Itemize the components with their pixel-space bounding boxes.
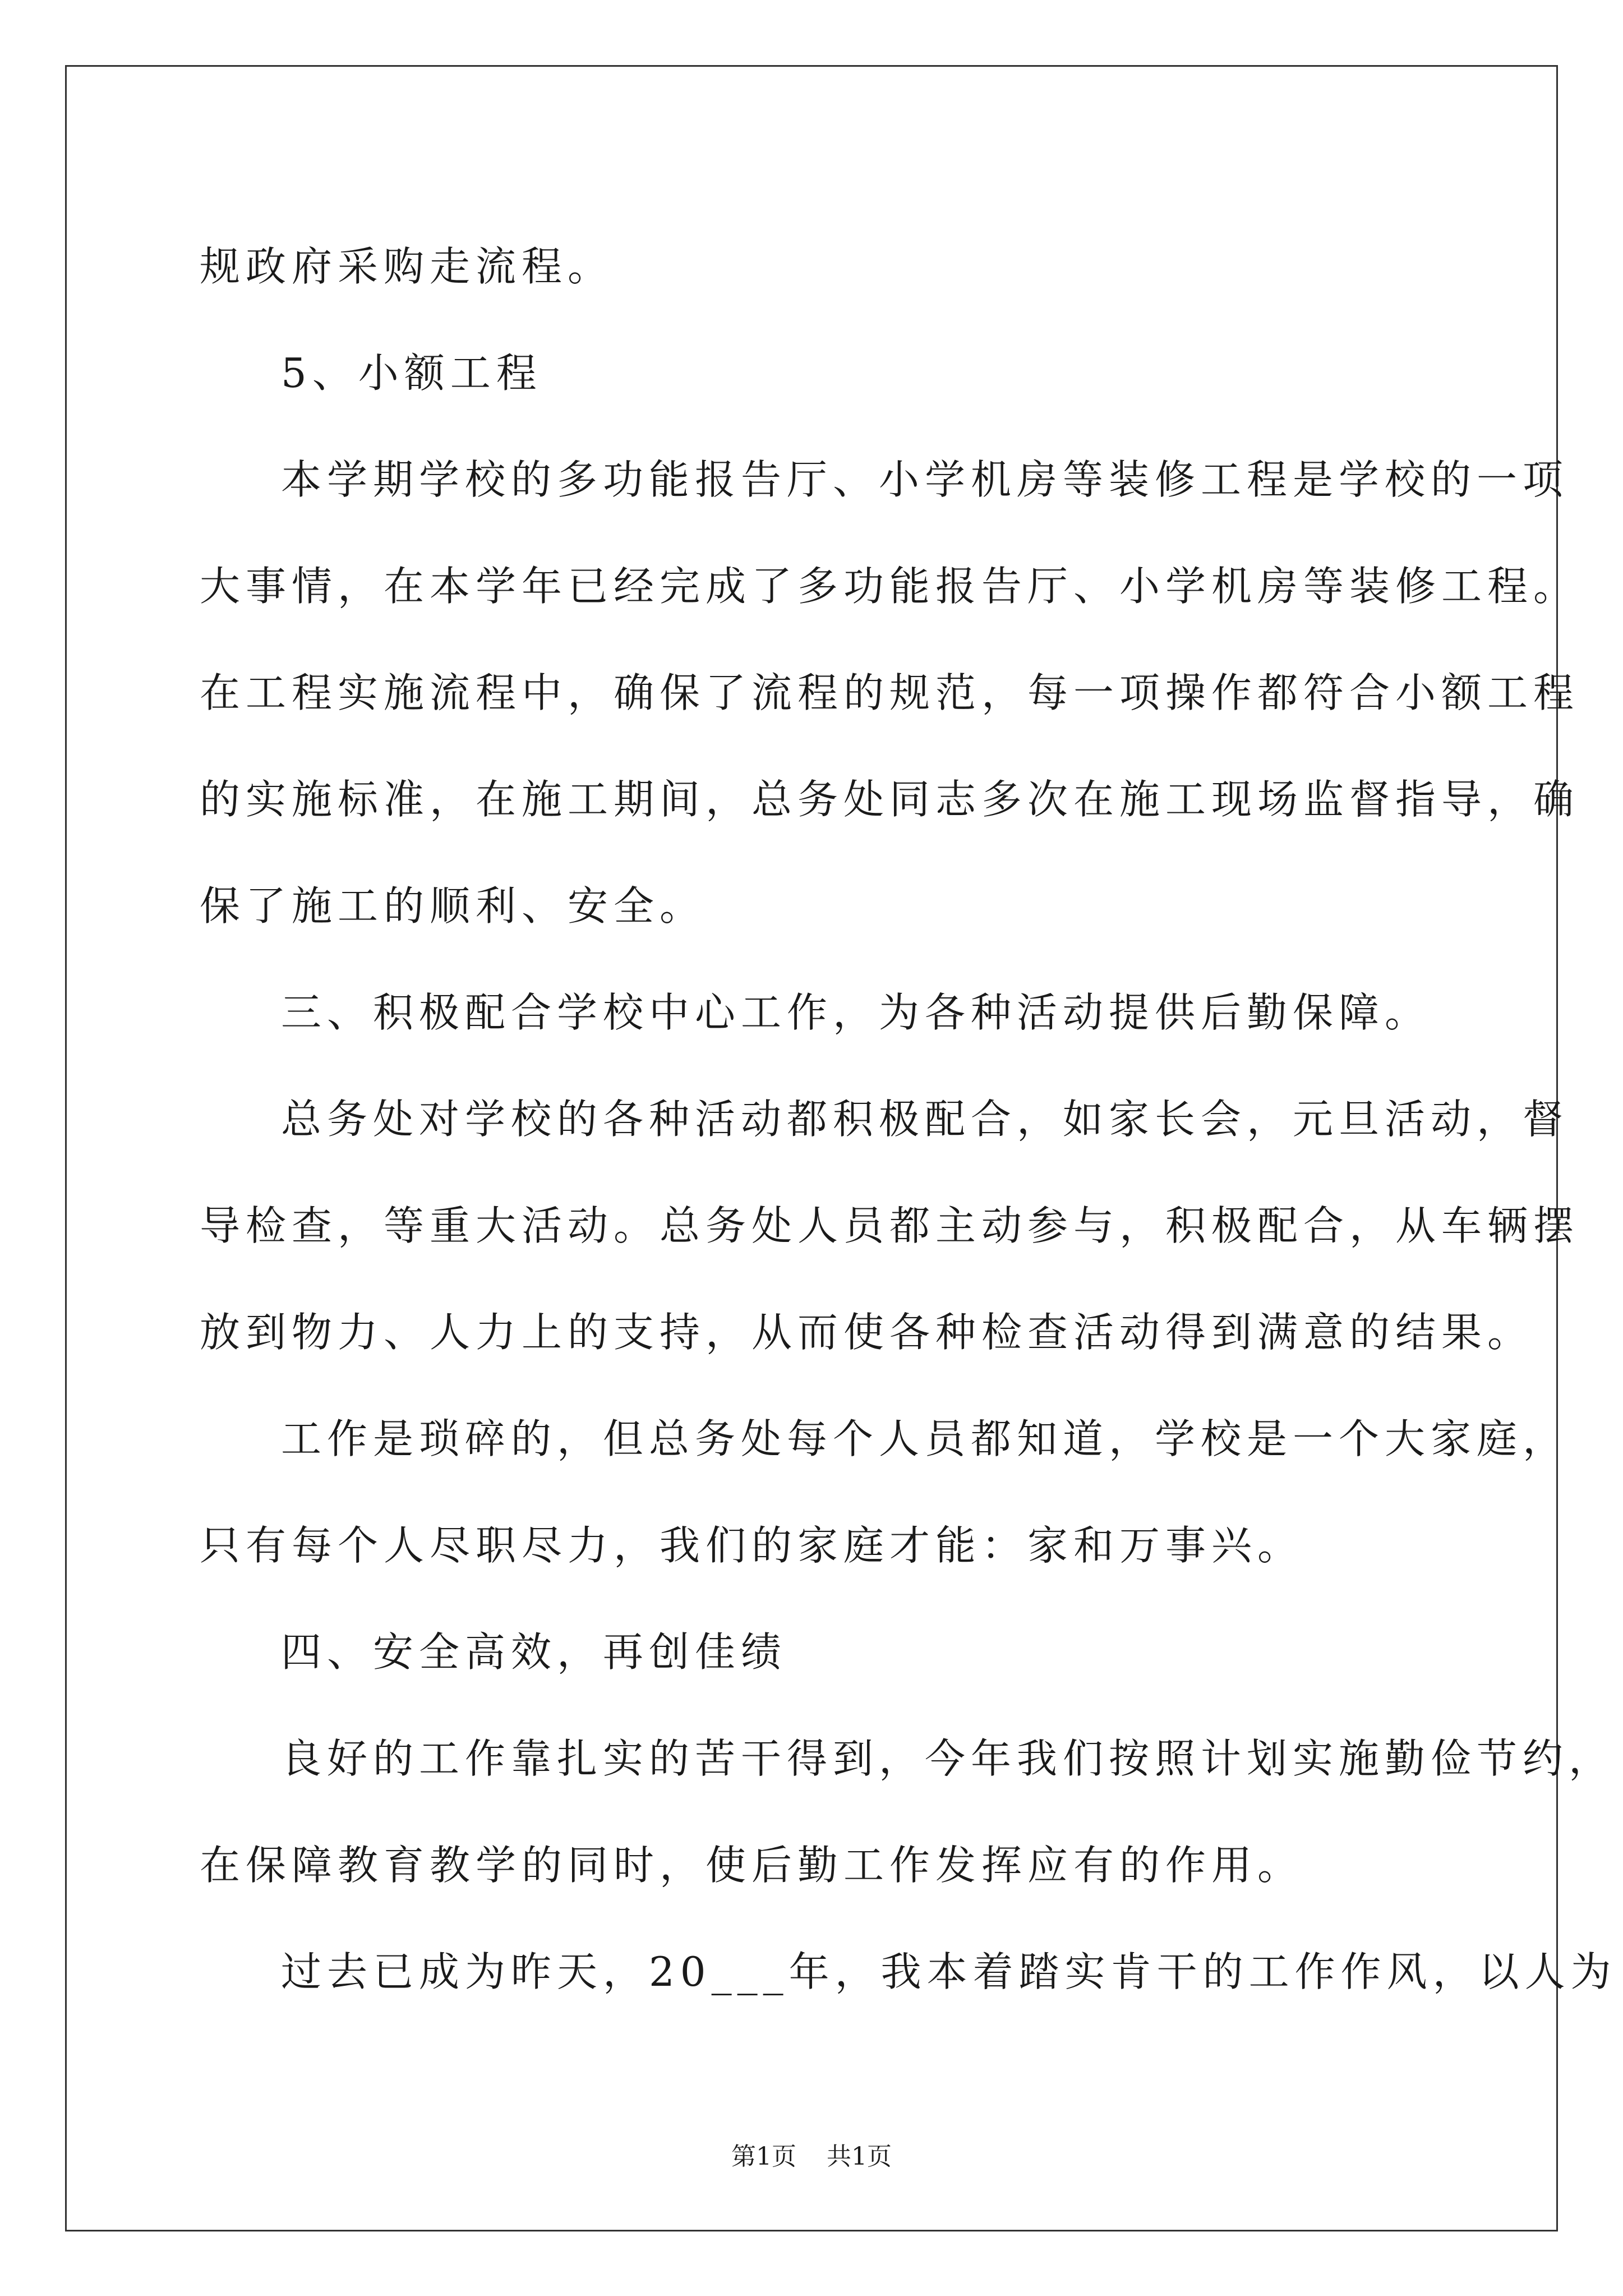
text-line: 只有每个人尽职尽力，我们的家庭才能：家和万事兴。 <box>200 1522 1304 1569</box>
text-line: 在保障教育教学的同时，使后勤工作发挥应有的作用。 <box>200 1842 1304 1889</box>
text-line: 保了施工的顺利、安全。 <box>200 882 706 930</box>
text-line: 本学期学校的多功能报告厅、小学机房等装修工程是学校的一项 <box>281 456 1569 503</box>
paragraph-text <box>200 213 1617 2025</box>
page-number-current: 第1页 <box>731 2142 796 2171</box>
text-line: 导检查，等重大活动。总务处人员都主动参与，积极配合，从车辆摆 <box>200 1202 1580 1249</box>
section-heading-four: 四、安全高效，再创佳绩 <box>281 1628 787 1676</box>
section-heading-three: 三、积极配合学校中心工作，为各种活动提供后勤保障。 <box>281 989 1431 1036</box>
text-line: 过去已成为昨天，20___年，我本着踏实肯干的工作作风，以人为 <box>281 1948 1617 1995</box>
section-heading-small-projects: 5、小额工程 <box>281 349 542 397</box>
page-number-total: 共1页 <box>827 2142 892 2171</box>
text-line: 良好的工作靠扎实的苦干得到，今年我们按照计划实施勤俭节约， <box>281 1735 1615 1782</box>
text-line: 规政府采购走流程。 <box>200 243 614 290</box>
text-line: 大事情，在本学年已经完成了多功能报告厅、小学机房等装修工程。 <box>200 563 1580 610</box>
text-line: 在工程实施流程中，确保了流程的规范，每一项操作都符合小额工程 <box>200 669 1580 716</box>
text-line: 工作是琐碎的，但总务处每个人员都知道，学校是一个大家庭， <box>281 1415 1569 1462</box>
text-line: 的实施标准，在施工期间，总务处同志多次在施工现场监督指导，确 <box>200 776 1580 823</box>
text-line: 放到物力、人力上的支持，从而使各种检查活动得到满意的结果。 <box>200 1309 1534 1356</box>
text-line: 总务处对学校的各种活动都积极配合，如家长会，元旦活动，督 <box>281 1096 1569 1143</box>
page-footer <box>0 2136 1623 2172</box>
document-body <box>200 213 1617 2025</box>
